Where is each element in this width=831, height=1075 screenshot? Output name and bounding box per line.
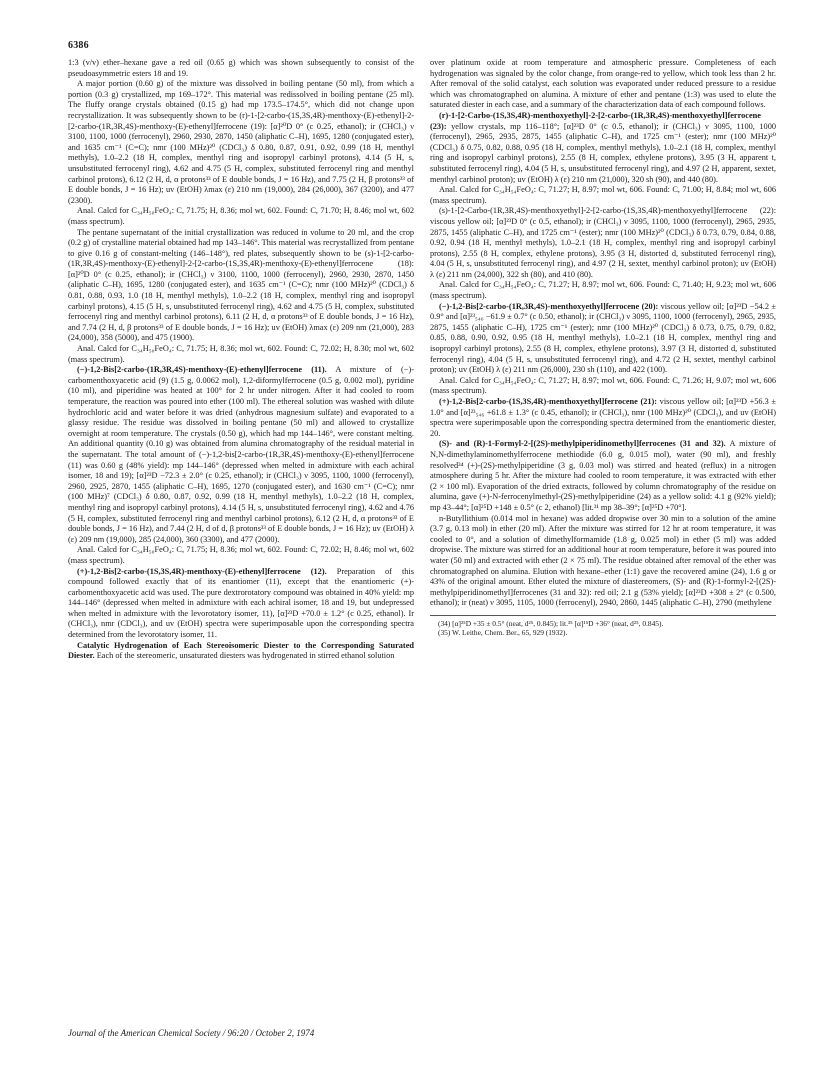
section-heading: Catalytic Hydrogenation of Each Stereoisomeric Diester to the Corresponding Saturated Diester. [68, 640, 414, 661]
paragraph: A major portion (0.60 g) of the mixture was dissolved in boiling pentane (50 ml), from which a portion (0.3 g) crystallized, mp 169–172°. This material was redissolved in boiling pentane (25 ml). The fluffy orange crystals obtained (0.15 g) had mp 173.5–174.5°, which did not change upon recrystallization. It was subsequently shown to be (r)-1-[2-carbo-(1S,3S,4R)-menthoxy-(E)-ethenyl]-2-[2-carbo-(1R,3R,4S)-menthoxy-(E)-ethenyl]ferrocene (19): [α]²⁰D 0° (c 0.25, ethanol); ir (CHCl₃) ν 3100, 1100, 1000 (ferrocenyl), 2960, 2930, 2870, 1450 (aliphatic C–H), 1695, 1280 (conjugated ester), and 1635 cm⁻¹ (C=C); nmr (100 MHz)²⁰ (CDCl₃) δ 0.80, 0.87, 0.91, 0.92, 0.99 (18 H, menthyl methyls), 1.0–2.2 (18 H, complex, menthyl ring and isopropyl carbinyl protons), 4.14 (5 H, s, unsubstituted ferrocenyl ring), 4.62 and 4.75 (5 H, complex, substituted ferrocenyl ring and menthyl carbinol protons), 6.12 (2 H, d, α protons³³ of E double bonds, J = 16 Hz), and 7.75 (2 H, β protons³³ of E double bonds, J = 16 Hz); uv (EtOH) λmax (ε) 210 nm (19,000), 284 (26,000), 367 (3200), and 477 (2300). [68, 79, 414, 205]
paragraph: Anal. Calcd for C₃₄H₅₄FeO₄: C, 71.27; H, 8.97; mol wt, 606. Found: C, 71.26; H, 9.07; mol wt, 606 (mass spectrum). [430, 375, 776, 396]
paragraph: (+)-1,2-Bis[2-carbo-(1S,3S,4R)-menthoxyethyl]ferrocene (21): viscous yellow oil; [α]²³D +56.3 ± 1.0° and [α]²³₅₄₆ +61.8 ± 1.3° (c 0.45, ethanol); ir (CHCl₃), nmr (100 MHz)²⁰ (CDCl₃), and uv (EtOH) spectra were superimposable upon the corresponding spectra determined from the enantiomeric diester, 20. [430, 397, 776, 438]
paragraph: 1:3 (v/v) ether–hexane gave a red oil (0.65 g) which was shown subsequently to consist of the pseudoasymmetric esters 18 and 19. [68, 58, 414, 78]
paragraph: Anal. Calcd for C₃₄H₅₀FeO₄: C, 71.75; H, 8.36; mol wt, 602. Found: C, 71.70; H, 8.46; mol wt, 602 (mass spectrum). [68, 206, 414, 226]
paragraph: Anal. Calcd for C₃₄H₅₄FeO₄: C, 71.27; H, 8.97; mol wt, 606. Found: C, 71.40; H, 9.23; mol wt, 606 (mass spectrum). [430, 280, 776, 301]
footnote: (34) [α]²⁵D +35 ± 0.5° (neat, d²⁵, 0.845); lit.³⁵ [α]¹⁵D +36° (neat, d²⁵, 0.845). [438, 618, 664, 628]
section-heading: (−)-1,2-Bis[2-carbo-(1R,3R,4S)-menthoxy-(E)-ethenyl]ferrocene (11). [77, 365, 327, 375]
paragraph: over platinum oxide at room temperature and atmospheric pressure. Completeness of each hydrogenation was signaled by the color change, from orange-red to yellow, which took less than 2 hr. After removal of the solid catalyst, each solution was evaporated under reduced pressure to a residue which was chromatographed on alumina. A mixture of ether and pentane (1:3) was used to elute the saturated diester in each case, and a summary of the characterization data of each compound follows. [430, 58, 776, 110]
section-heading: (+)-1,2-Bis[2-carbo-(1S,3S,4R)-menthoxyethyl]ferrocene (21): [439, 397, 658, 406]
paragraph: (r)-1-[2-Carbo-(1S,3S,4R)-menthoxyethyl]-2-[2-carbo-(1R,3R,4S)-menthoxyethyl]ferrocene (23): yellow crystals, mp 116–118°; [α]²³D 0° (c 0.5, ethanol); ir (CHCl₃) ν 3095, 1100, 1000 (ferrocenyl), 2965, 2935, 2875, 1455 (aliphatic C–H), and 1725 cm⁻¹ (ester); nmr (100 MHz)²⁰ (CDCl₃) δ 0.75, 0.82, 0.88, 0.95 (18 H, complex, menthyl methyls), 1.0–2.1 (18 H, complex, menthyl ring and isopropyl carbinyl protons), 2.55 (8 H, complex, ethylene protons), 3.95 (3 H, apparent t, substituted ferrocenyl ring), 4.04 (5 H, s, unsubstituted ferrocenyl ring), and 4.97 (2 H, apparent, sextet, menthyl carbinol proton); uv (EtOH) λ (ε) 210 nm (21,000), 320 sh (90), and 440 (80). [430, 110, 776, 184]
journal-footer: Journal of the American Chemical Society / 96:20 / October 2, 1974 [68, 1028, 315, 1038]
paragraph: (S)- and (R)-1-Formyl-2-[(2S)-methylpiperidinomethyl]ferrocenes (31 and 32). A mixture of N,N-dimethylaminomethylferrocene methiodide (6.0 g, 0.015 mol), water (90 ml), and freshly resolved³⁴ (+)-(2S)-methylpiperidine (3 g, 0.03 mol) was stirred and heated (reflux) in a nitrogen atmosphere during 5 hr. After the mixture had cooled to room temperature, it was extracted with ether (2 × 100 ml). Evaporation of the dried extracts, followed by column chromatography of the residue on alumina, gave (+)-N-ferrocenylmethyl-(2S)-methylpiperidine (24) as a yellow solid: 4.1 g (92% yield); mp 43–44°; [α]²⁵D +148 ± 0.5° (c 2, ethanol) [lit.³¹ mp 38–39°; [α]²⁵D +70°]. [430, 439, 776, 512]
section-heading: (+)-1,2-Bis[2-carbo-(1S,3S,4R)-menthoxy-(E)-ethenyl]ferrocene (12). [77, 566, 327, 576]
footnote: (35) W. Leithe, Chem. Ber., 65, 929 (1932). [438, 628, 568, 638]
paragraph: (+)-1,2-Bis[2-carbo-(1S,3S,4R)-menthoxy-(E)-ethenyl]ferrocene (12). Preparation of this compound followed exactly that of its enantiomer (11), except that the enantiomeric (+)-carbomenthoxyacetic acid was used. The pure dextrorotatory compound was obtained in 40% yield: mp 144–146° (depressed when melted in admixture with each achiral isomer, 18 and 19, but undepressed when melted in admixture with the levorotatory isomer, 11), [α]²³D +70.0 ± 1.2° (c 0.25, ethanol). Ir (CHCl₃), nmr (CDCl₃), and uv (EtOH) spectra were superimposable upon the corresponding spectra determined from the levorotatory isomer, 11. [68, 566, 414, 640]
right-column [430, 58, 776, 637]
section-heading: (S)- and (R)-1-Formyl-2-[(2S)-methylpiperidinomethyl]ferrocenes (31 and 32). [439, 439, 726, 449]
left-column [68, 58, 414, 662]
footnotes [430, 615, 776, 637]
paragraph: Anal. Calcd for C₃₄H₅₀FeO₄: C, 71.75; H, 8.36; mol wt, 602. Found: C, 72.02; H, 8.30; mol wt, 602 (mass spectrum). [68, 344, 414, 364]
page-number: 6386 [68, 40, 89, 51]
section-heading: (r)-1-[2-Carbo-(1S,3S,4R)-menthoxyethyl]-2-[2-carbo-(1R,3R,4S)-menthoxyethyl]ferrocene (23): [430, 110, 761, 131]
paragraph: (s)-1-[2-Carbo-(1R,3R,4S)-menthoxyethyl]-2-[2-carbo-(1S,3S,4R)-menthoxyethyl]ferrocene (22): viscous yellow oil; [α]²³D 0° (c 0.5, ethanol); ir (CHCl₃) ν 3095, 1100, 1000 (ferrocenyl), 2965, 2935, 2875, 1455 (aliphatic C–H), and 1725 cm⁻¹ (ester); nmr (100 MHz)²⁰ (CDCl₃) δ 0.73, 0.79, 0.84, 0.88, 0.92, 0.94 (18 H, menthyl methyls), 1.0–2.1 (18 H, complex, menthyl ring and isopropyl carbinyl protons), 2.55 (8 H, complex, ethylene protons), 3.95 (3 H, distorted d, substituted ferrocenyl ring), 4.04 (5 H, s, unsubstituted ferrocenyl ring), and 4.97 (2 H, sextet, menthyl carbinol proton); uv (EtOH) λ (ε) 211 nm (24,000), 322 sh (80), and 410 (80). [430, 206, 776, 279]
paragraph: Catalytic Hydrogenation of Each Stereoisomeric Diester to the Corresponding Saturated Diester. Each of the stereomeric, unsaturated diesters was hydrogenated in stirred ethanol solution [68, 640, 414, 661]
paragraph: Anal. Calcd for C₃₄H₅₀FeO₄: C, 71.75; H, 8.36; mol wt, 602. Found: C, 72.02; H, 8.46; mol wt, 602 (mass spectrum). [68, 545, 414, 565]
paragraph: (−)-1,2-Bis[2-carbo-(1R,3R,4S)-menthoxy-(E)-ethenyl]ferrocene (11). A mixture of (−)-carbomenthoxyacetic acid (9) (1.5 g, 0.0062 mol), 1,2-diformylferrocene (0.5 g, 0.002 mol), pyridine (10 ml), and piperidine was heated at 100° for 2 hr under nitrogen. After it had cooled to room temperature, the reaction was poured into ether (100 ml). The ethereal solution was washed with dilute hydrochloric acid and water before it was dried (anhydrous magnesium sulfate) and evaporated to a glassy residue. The residue was dissolved in boiling pentane (50 ml) and allowed to crystallize overnight at room temperature. The crystals (0.50 g), which had mp 144–146°, were constant melting. An additional quantity (0.10 g) was obtained from alumina chromatography of the residual material in the supernatant. The total amount of (−)-1,2-bis[2-carbo-(1R,3R,4S)-menthoxy-(E)-ethenyl]ferrocene (11) was 0.60 g (48% yield): mp 144–146° (depressed when melted in admixture with each achiral isomer, 18 and 19); [α]²³D −72.3 ± 2.0° (c 0.25, ethanol); ir (CHCl₃) ν 3095, 1100, 1000 (ferrocenyl), 2960, 2925, 2870, 1455 (aliphatic C–H), 1695, 1270 (conjugated ester), and 1630 cm⁻¹ (C=C); nmr (100 MHz)⁷ (CDCl₃) δ 0.80, 0.87, 0.92, 0.99 (18 H, menthyl methyls), 1.0–2.2 (18 H, complex, menthyl ring and isopropyl carbinyl protons), 4.14 (5 H, s, unsubstituted ferrocenyl ring), 4.62 and 4.76 (5 H, complex, substituted ferrocenyl ring and menthyl carbinol protons), 6.12 (2 H, d, α protons³³ of E double bonds, J = 16 Hz), and 7.44 (2 H, d of d, β protons³³ of E double bonds, J = 16 Hz); uv (EtOH) λ (ε) 209 nm (19,000), 285 (24,000), 360 (3300), and 477 (2000). [68, 365, 414, 544]
paragraph: n-Butyllithium (0.014 mol in hexane) was added dropwise over 30 min to a solution of the amine (3.7 g, 0.13 mol) in ether (20 ml). After the mixture was stirred for 12 hr at room temperature, it was cooled to 0°, and a solution of dimethylformamide (1.8 g, 0.025 mol) in ether (5 ml) was added dropwise. The mixture was stirred for an additional hour at room temperature, before it was poured into water (50 ml) and extracted with ether (2 × 75 ml). The residue obtained after removal of the ether was chromatographed on alumina. Elution with hexane–ether (1:1) gave the recovered amine (24), 1.6 g or 43% of the original amount. Ether eluted the mixture of diastereomers, (S)- and (R)-1-formyl-2-[(2S)-methylpiperidinomethyl]ferrocenes (31 and 32): red oil; 2.1 g (53% yield); [α]²³D +308 ± 2° (c 0.500, ethanol); ir (neat) ν 3095, 1105, 1000 (ferrocenyl), 2940, 2860, 1445 (aliphatic C–H), 2790 (methylene [430, 513, 776, 608]
section-heading: (−)-1,2-Bis[2-carbo-(1R,3R,4S)-menthoxyethyl]ferrocene (20): [439, 301, 659, 311]
paragraph: Anal. Calcd for C₃₄H₅₄FeO₄: C, 71.27; H, 8.97; mol wt, 606. Found: C, 71.00; H, 8.84; mol wt, 606 (mass spectrum). [430, 185, 776, 205]
paragraph: (−)-1,2-Bis[2-carbo-(1R,3R,4S)-menthoxyethyl]ferrocene (20): viscous yellow oil; [α]²³D −54.2 ± 0.9° and [α]²³₅₄₆ −61.9 ± 0.7° (c 0.50, ethanol); ir (CHCl₃) ν 3095, 1100, 1000 (ferrocenyl), 2965, 2935, 2875, 1455 (aliphatic C–H), 1725 cm⁻¹ (ester); nmr (100 MHz)²⁰ (CDCl₃) δ 0.73, 0.75, 0.79, 0.82, 0.85, 0.88, 0.90, 0.92, 0.95 (18 H, menthyl methyls), 1.0–2.1 (18 H, complex, menthyl ring and isopropyl carbinyl protons), 2.55 (8 H, complex, ethylene protons), 3.97 (3 H, distorted d, substituted ferrocenyl ring), 4.04 (5 H, s, unsubstituted ferrocenyl ring), and 4.72 (2 H, sextet, menthyl carbinol proton); uv (EtOH) λ (ε) 211 nm (26,000), 230 sh (110), and 422 (100). [430, 301, 776, 375]
paragraph: The pentane supernatant of the initial crystallization was reduced in volume to 20 ml, and the crop (0.2 g) of crystalline material obtained had mp 143–146°. This material was recrystallized from pentane to give 0.16 g of constant-melting (146–148°), red plates, subsequently shown to be (s)-1-[2-carbo-(1R,3R,4S)-menthoxy-(E)-ethenyl]-2-[2-carbo-(1S,3S,4R)-menthoxy-(E)-ethenyl]ferrocene (18): [α]²⁰D 0° (c 0.25, ethanol); ir (CHCl₃) ν 3100, 1100, 1000 (ferrocenyl), 2960, 2930, 2870, 1450 (aliphatic C–H), 1695, 1280 (conjugated ester), and 1635 cm⁻¹ (C=C); nmr (100 MHz)²⁰ (CDCl₃) δ 0.81, 0.88, 0.93, 1.0 (18 H, menthyl methyls), 1.0–2.2 (18 H, complex, menthyl ring and isopropyl carbinyl protons), 4.15 (5 H, s, unsubstituted ferrocenyl ring), 4.62 and 4.75 (5 H, complex, substituted ferrocenyl ring and menthyl carbinol protons), 6.11 (2 H, d, α protons³³ of E double bonds, J = 16 Hz), and 7.74 (2 H, d, β protons³³ of E double bonds, J = 16 Hz); uv (EtOH) λmax (ε) 209 nm (21,000), 283 (24,000), 358 (5000), and 475 (1900). [68, 227, 414, 343]
